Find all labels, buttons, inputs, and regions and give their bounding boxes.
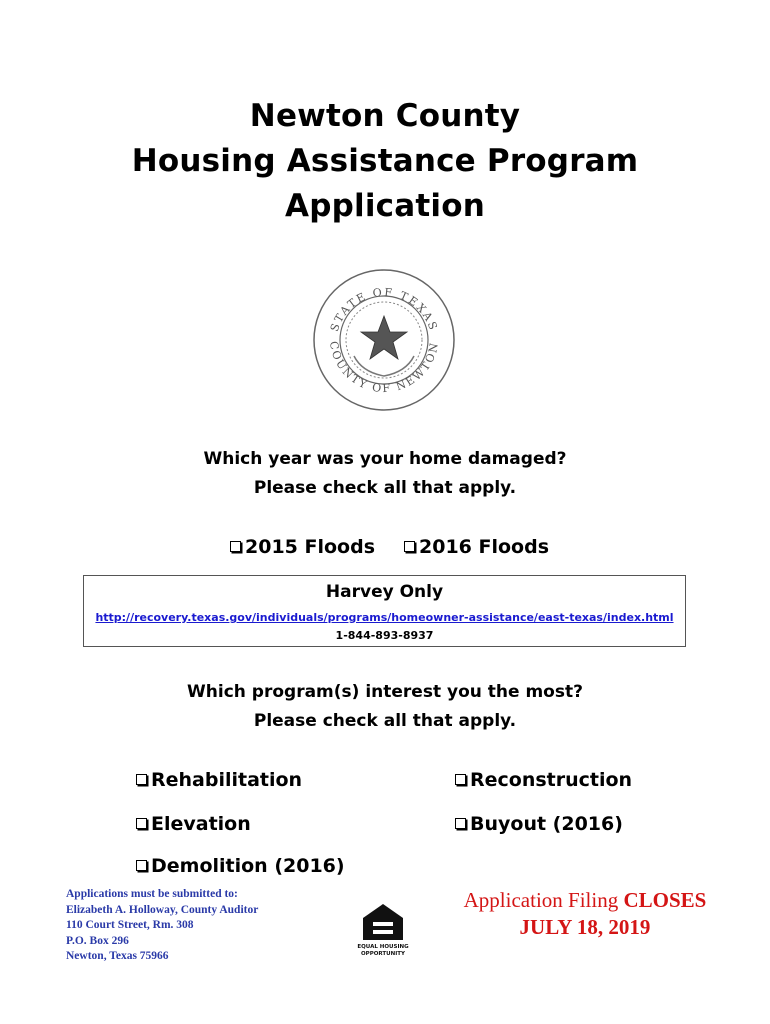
option-elevation[interactable] xyxy=(136,813,251,835)
option-label: 2015 Floods xyxy=(245,536,376,558)
checkbox-icon[interactable] xyxy=(136,860,147,871)
eho-line-1: EQUAL HOUSING xyxy=(357,944,409,950)
option-rehabilitation[interactable] xyxy=(136,769,302,791)
address-line: Applications must be submitted to: xyxy=(66,888,238,900)
star-seal-icon xyxy=(312,268,456,412)
seal-top-text: STATE OF TEXAS xyxy=(327,285,441,334)
option-2016-floods[interactable] xyxy=(404,536,549,558)
address-line: 110 Court Street, Rm. 308 xyxy=(66,919,194,931)
checkbox-icon[interactable] xyxy=(455,774,466,785)
seal-bottom-text: COUNTY OF NEWTON xyxy=(326,340,442,396)
year-question-line-1: Which year was your home damaged? xyxy=(203,449,567,469)
title-line-2: Housing Assistance Program xyxy=(131,143,639,179)
program-question-line-2: Please check all that apply. xyxy=(253,711,517,731)
harvey-link[interactable]: http://recovery.texas.gov/individuals/programs/homeowner-assistance/east-texas/index.html xyxy=(95,611,674,624)
option-label: Elevation xyxy=(151,813,251,835)
deadline-notice xyxy=(440,888,730,940)
checkbox-icon[interactable] xyxy=(230,541,241,552)
submission-address xyxy=(66,887,258,965)
deadline-closes: CLOSES xyxy=(623,888,707,912)
eho-line-2: OPPORTUNITY xyxy=(360,951,406,957)
county-seal xyxy=(312,268,456,412)
address-line: P.O. Box 296 xyxy=(66,934,129,947)
checkbox-icon[interactable] xyxy=(136,818,147,829)
option-label: 2016 Floods xyxy=(419,536,550,558)
program-question-line-1: Which program(s) interest you the most? xyxy=(187,682,583,702)
checkbox-icon[interactable] xyxy=(136,774,147,785)
year-question-line-2: Please check all that apply. xyxy=(253,478,517,498)
address-line: Elizabeth A. Holloway, County Auditor xyxy=(66,903,259,916)
deadline-date: JULY 18, 2019 xyxy=(519,915,651,939)
equal-housing-logo xyxy=(345,898,421,958)
address-line: Newton, Texas 75966 xyxy=(66,950,169,962)
option-buyout[interactable] xyxy=(455,813,623,835)
harvey-phone: 1-844-893-8937 xyxy=(335,629,434,642)
title-line-3: Application xyxy=(285,188,485,224)
option-label: Demolition (2016) xyxy=(151,855,345,877)
equal-housing-icon xyxy=(345,898,421,958)
option-2015-floods[interactable] xyxy=(230,536,375,558)
option-reconstruction[interactable] xyxy=(455,769,632,791)
title-line-1: Newton County xyxy=(249,98,521,134)
deadline-prefix: Application Filing xyxy=(463,888,624,912)
option-label: Rehabilitation xyxy=(151,769,303,791)
option-demolition[interactable] xyxy=(136,855,345,877)
harvey-title: Harvey Only xyxy=(325,582,444,602)
checkbox-icon[interactable] xyxy=(455,818,466,829)
option-label: Buyout (2016) xyxy=(470,813,623,835)
option-label: Reconstruction xyxy=(470,769,633,791)
checkbox-icon[interactable] xyxy=(404,541,415,552)
